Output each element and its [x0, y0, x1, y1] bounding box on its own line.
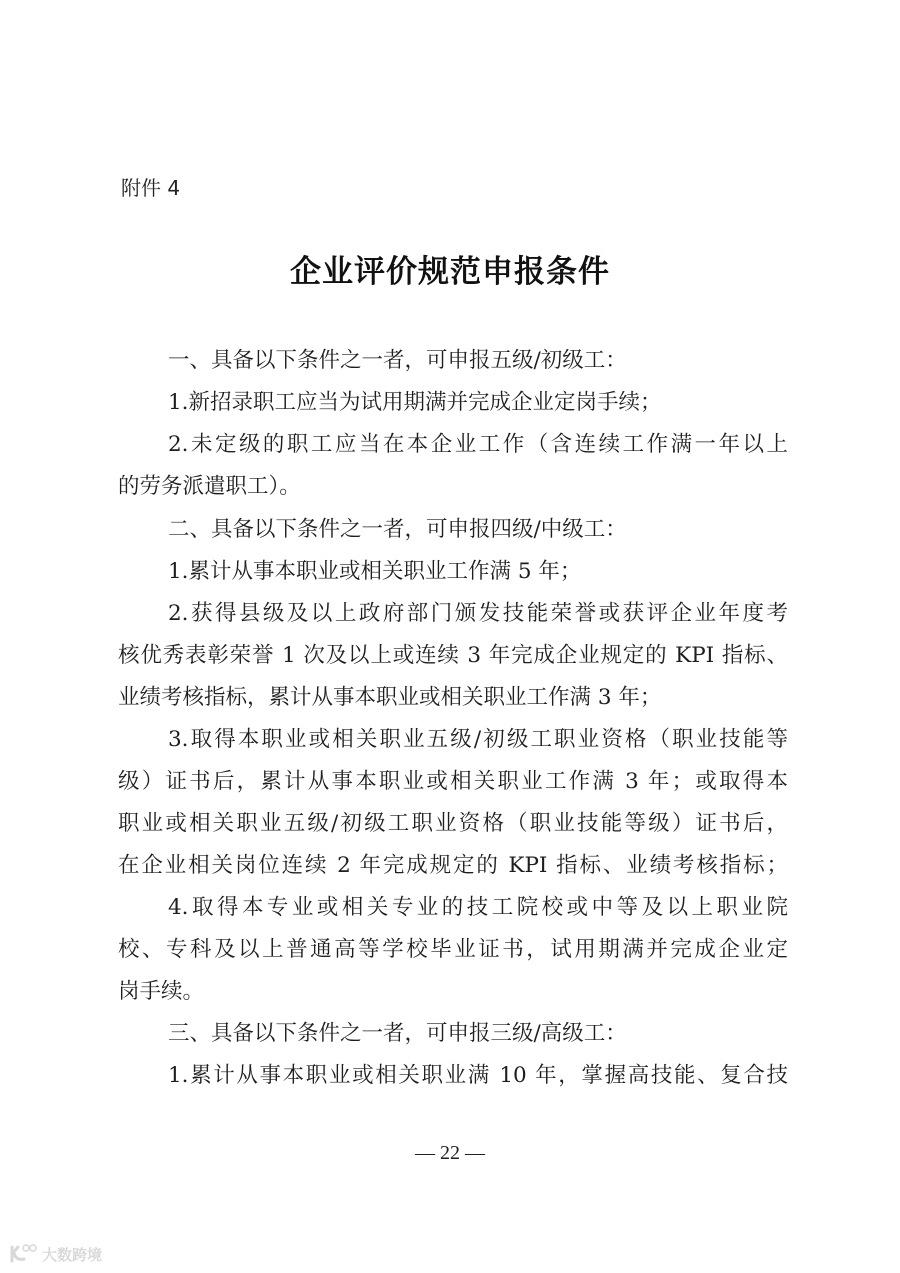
page-number: — 22 — — [415, 1142, 485, 1164]
watermark — [8, 1243, 102, 1265]
section-3-heading: 三、具备以下条件之一者，可申报三级/高级工： — [168, 1021, 627, 1046]
watermark-text: 大数跨境 — [42, 1245, 103, 1264]
logo-icon — [8, 1243, 38, 1265]
paragraph-line: 4.取得本专业或相关专业的技工院校或中等及以上职业院 — [168, 895, 788, 920]
paragraph-line: 岗手续。 — [118, 979, 205, 1004]
paragraph-line: 核优秀表彰荣誉 1 次及以上或连续 3 年完成企业规定的 KPI 指标、 — [118, 643, 788, 668]
paragraph-line: 2.未定级的职工应当在本企业工作（含连续工作满一年以上 — [168, 432, 788, 457]
paragraph-line: 3.取得本职业或相关职业五级/初级工职业资格（职业技能等 — [168, 727, 788, 752]
paragraph-line: 级）证书后，累计从事本职业或相关职业工作满 3 年；或取得本 — [118, 769, 788, 794]
paragraph-line: 业绩考核指标，累计从事本职业或相关职业工作满 3 年； — [118, 685, 662, 710]
paragraph-line: 的劳务派遣职工）。 — [118, 474, 301, 499]
paragraph-line: 1.新招录职工应当为试用期满并完成企业定岗手续； — [168, 390, 662, 415]
attachment-label: 附件 4 — [121, 176, 181, 200]
section-2-heading: 二、具备以下条件之一者，可申报四级/中级工： — [168, 517, 627, 542]
section-1-heading: 一、具备以下条件之一者，可申报五级/初级工： — [168, 348, 627, 373]
paragraph-line: 1.累计从事本职业或相关职业满 10 年，掌握高技能、复合技 — [168, 1063, 788, 1088]
paragraph-line: 1.累计从事本职业或相关职业工作满 5 年； — [168, 559, 582, 584]
document-title: 企业评价规范申报条件 — [290, 254, 610, 290]
paragraph-line: 校、专科及以上普通高等学校毕业证书，试用期满并完成企业定 — [118, 937, 788, 962]
paragraph-line: 职业或相关职业五级/初级工职业资格（职业技能等级）证书后， — [118, 811, 788, 836]
paragraph-line: 在企业相关岗位连续 2 年完成规定的 KPI 指标、业绩考核指标； — [118, 853, 788, 878]
paragraph-line: 2.获得县级及以上政府部门颁发技能荣誉或获评企业年度考 — [168, 601, 788, 626]
